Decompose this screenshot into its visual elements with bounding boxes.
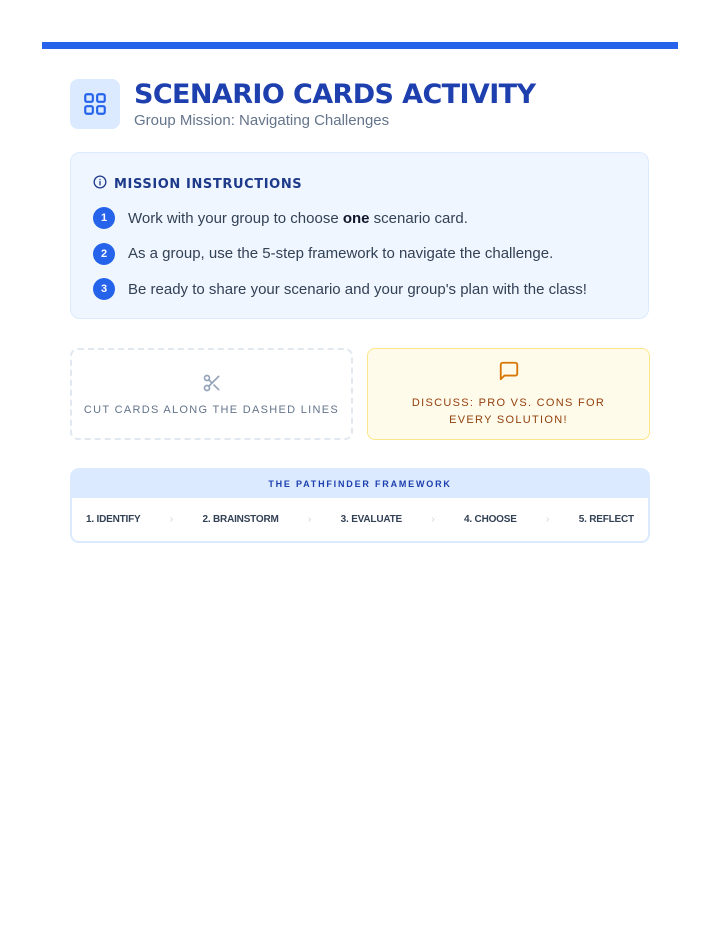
- pathfinder-framework: [70, 468, 650, 543]
- discuss-text: DISCUSS: PRO VS. CONS FOR EVERY SOLUTION!: [411, 396, 606, 426]
- mission-instructions-panel: [70, 152, 649, 319]
- chevron-right-icon: ›: [169, 514, 174, 525]
- instruction-step: [93, 278, 626, 300]
- header: [70, 79, 535, 129]
- scissors-icon: [202, 373, 222, 398]
- framework-step-brainstorm: 2. BRAINSTORM: [202, 514, 279, 525]
- framework-step-identify: 1. IDENTIFY: [86, 514, 141, 525]
- discuss-callout: [367, 348, 650, 440]
- step-number-badge: 1: [93, 207, 115, 229]
- cut-cards-text: CUT CARDS ALONG THE DASHED LINES: [83, 403, 340, 416]
- step-number-badge: 2: [93, 243, 115, 265]
- grid-icon: [70, 79, 120, 129]
- cut-cards-callout: [70, 348, 353, 440]
- instructions-heading: [93, 175, 626, 194]
- info-icon: [93, 175, 107, 194]
- instruction-step: [93, 243, 626, 265]
- instructions-list: [93, 207, 626, 300]
- header-text: [134, 80, 535, 129]
- step-text: Work with your group to choose one scenario card.: [128, 209, 468, 227]
- page-title: SCENARIO CARDS ACTIVITY: [134, 78, 536, 110]
- chevron-right-icon: ›: [546, 514, 550, 525]
- step-text: Be ready to share your scenario and your group's plan with the class!: [128, 280, 587, 298]
- step-number-badge: 3: [93, 278, 115, 300]
- instruction-step: [93, 207, 626, 229]
- framework-step-choose: 4. CHOOSE: [464, 514, 517, 525]
- chevron-right-icon: ›: [307, 514, 312, 525]
- step-text: As a group, use the 5-step framework to navigate the challenge.: [128, 245, 554, 262]
- instructions-title: MISSION INSTRUCTIONS: [114, 177, 303, 192]
- chat-bubble-icon: [498, 360, 520, 387]
- framework-steps: [72, 498, 648, 541]
- page-subtitle: Group Mission: Navigating Challenges: [134, 111, 390, 129]
- chevron-right-icon: ›: [431, 514, 435, 525]
- framework-step-evaluate: 3. EVALUATE: [340, 514, 402, 525]
- framework-step-reflect: 5. REFLECT: [578, 514, 634, 525]
- emphasis-one: one: [342, 209, 370, 227]
- framework-title: THE PATHFINDER FRAMEWORK: [72, 470, 648, 498]
- top-accent-bar: [42, 42, 678, 49]
